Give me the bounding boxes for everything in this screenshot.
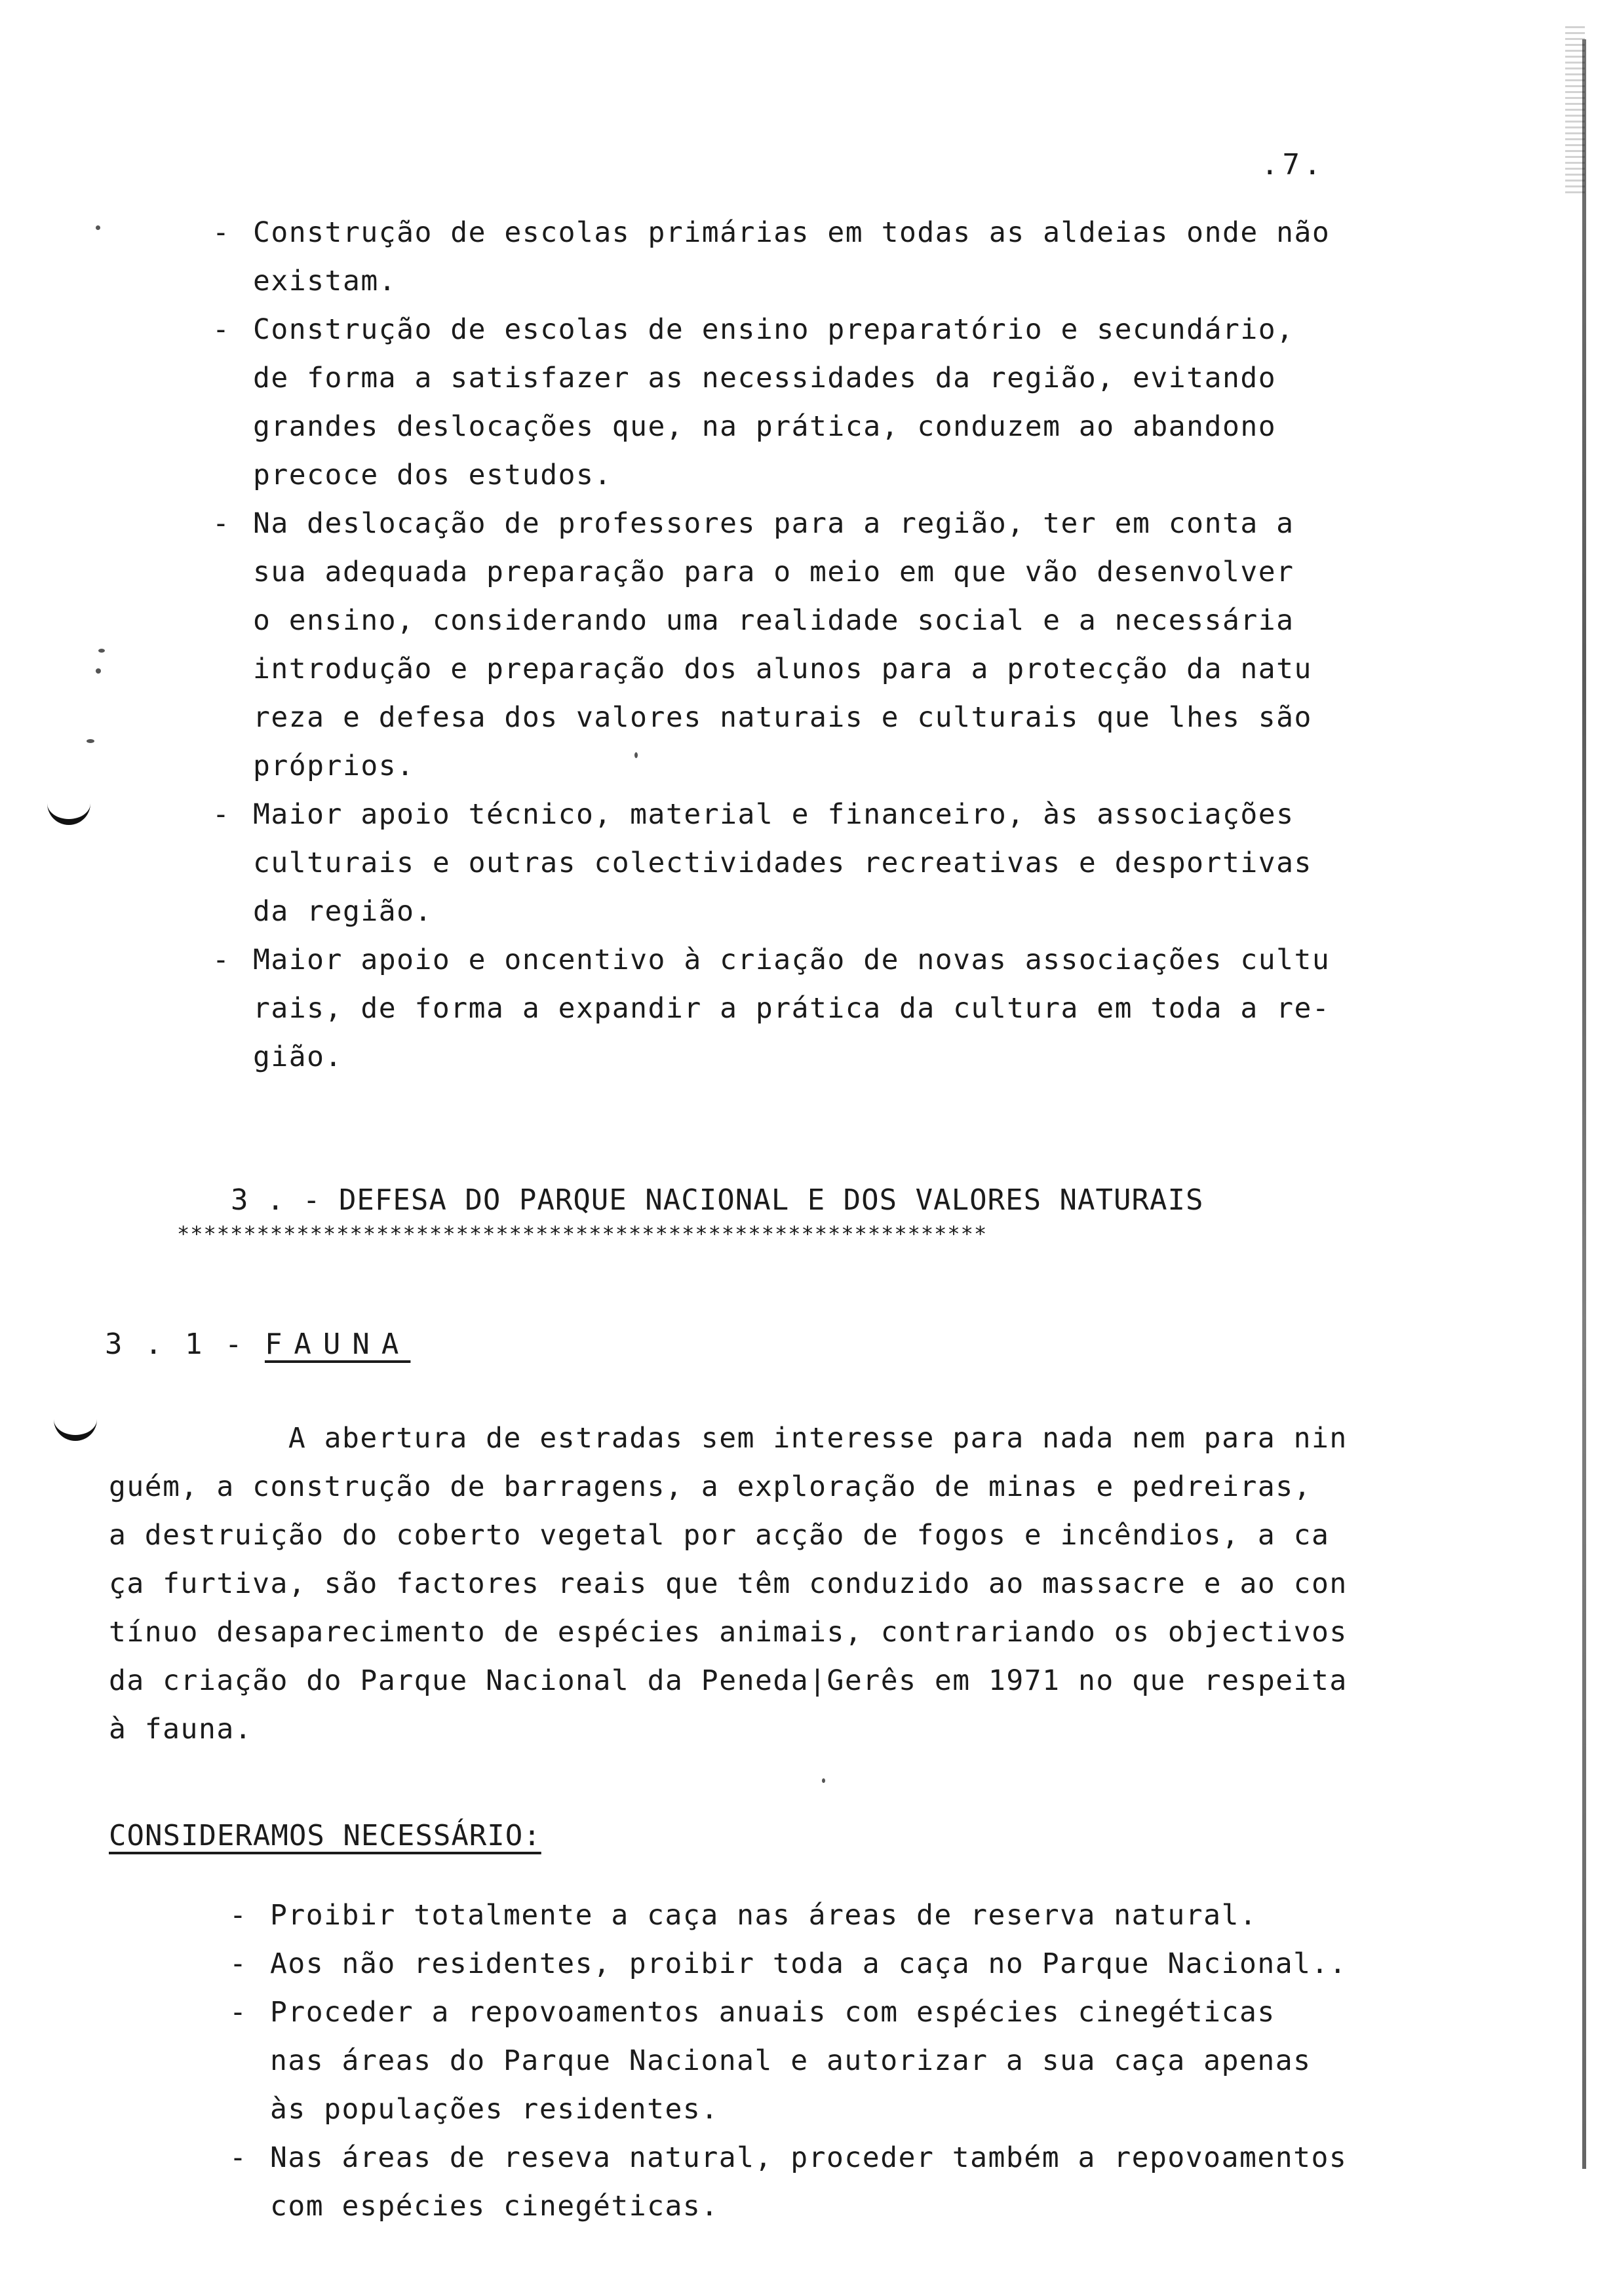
list-item-line: da região. [253, 895, 433, 928]
list-item-line: próprios. [253, 750, 415, 782]
list-item-line: gião. [253, 1041, 343, 1073]
margin-mark [47, 793, 90, 825]
dash-marker: - [229, 1947, 248, 1980]
paragraph-line: à fauna. [109, 1713, 253, 1746]
list-item [212, 305, 1458, 499]
list-item-line: com espécies cinegéticas. [270, 2190, 719, 2223]
list-item-line: Proibir totalmente a caça nas áreas de reserva natural. [270, 1899, 1258, 1932]
considered-heading: CONSIDERAMOS NECESSÁRIO: [109, 1819, 541, 1852]
dash-marker: - [212, 944, 231, 976]
scan-edge-noise [1565, 26, 1585, 197]
speck [634, 752, 638, 758]
list-item-line: Construção de escolas primárias em todas as aldeias onde não [253, 216, 1331, 249]
paragraph-line: tínuo desaparecimento de espécies animais, contrariando os objectivos [109, 1616, 1348, 1649]
list-item [212, 790, 1458, 936]
list-item [212, 936, 1458, 1081]
list-item-line: nas áreas do Parque Nacional e autorizar a sua caça apenas [270, 2044, 1312, 2077]
dash-marker: - [212, 507, 231, 540]
paragraph-line: da criação do Parque Nacional da Peneda|Gerês em 1971 no que respeita [109, 1664, 1348, 1697]
list-item [212, 208, 1458, 305]
list-item [229, 2133, 1475, 2230]
page-number: .7. [1261, 148, 1325, 182]
margin-mark [54, 1409, 97, 1441]
speck [96, 668, 101, 674]
list-item-line: culturais e outras colectividades recreativas e desportivas [253, 847, 1312, 879]
list-item-line: precoce dos estudos. [253, 459, 612, 491]
list-item-line: sua adequada preparação para o meio em que vão desenvolver [253, 556, 1294, 588]
list-item-line: existam. [253, 265, 397, 297]
list-item-line: o ensino, considerando uma realidade social e a necessária [253, 604, 1294, 637]
list-item-line: Na deslocação de professores para a região, ter em conta a [253, 507, 1294, 540]
speck [96, 225, 100, 230]
speck [98, 649, 105, 653]
dash-marker: - [229, 1996, 248, 2029]
list-item [229, 1940, 1475, 1988]
list-item-line: às populações residentes. [270, 2093, 719, 2126]
dash-marker: - [212, 798, 231, 831]
paragraph-line: guém, a construção de barragens, a exploração de minas e pedreiras, [109, 1470, 1312, 1503]
list-item [229, 1988, 1475, 2133]
dash-marker: - [212, 313, 231, 346]
paragraph-line: ça furtiva, são factores reais que têm conduzido ao massacre e ao con [109, 1567, 1348, 1600]
requirements-list-bottom [229, 1891, 1475, 2230]
list-item-line: Maior apoio e oncentivo à criação de novas associações cultu [253, 944, 1331, 976]
dash-marker: - [229, 1899, 248, 1932]
section-rule: ************************************************************* [177, 1221, 988, 1246]
subsection-title: FAUNA [264, 1328, 411, 1361]
speck [87, 739, 94, 743]
dash-marker: - [229, 2141, 248, 2174]
subsection-number: 3 . 1 - [105, 1328, 245, 1361]
speck [822, 1778, 825, 1783]
list-item [212, 499, 1458, 790]
list-item-line: Proceder a repovoamentos anuais com espécies cinegéticas [270, 1996, 1275, 2029]
section-title: 3 . - DEFESA DO PARQUE NACIONAL E DOS VALORES NATURAIS [231, 1183, 1204, 1217]
list-item-line: Aos não residentes, proibir toda a caça no Parque Nacional.. [270, 1947, 1348, 1980]
list-item-line: Construção de escolas de ensino preparatório e secundário, [253, 313, 1294, 346]
list-item-line: Maior apoio técnico, material e financeiro, às associações [253, 798, 1294, 831]
list-item-line: rais, de forma a expandir a prática da cultura em toda a re- [253, 992, 1331, 1025]
list-item-line: reza e defesa dos valores naturais e culturais que lhes são [253, 701, 1312, 734]
paragraph-line: A abertura de estradas sem interesse para nada nem para nin [109, 1422, 1348, 1455]
subsection-heading [105, 1328, 410, 1361]
paragraph-line: a destruição do coberto vegetal por acção de fogos e incêndios, a ca [109, 1519, 1330, 1552]
fauna-paragraph [109, 1414, 1485, 1753]
list-item-line: Nas áreas de reseva natural, proceder também a repovoamentos [270, 2141, 1348, 2174]
dash-marker: - [212, 216, 231, 249]
requirements-list-top [212, 208, 1458, 1081]
list-item [229, 1891, 1475, 1940]
scan-edge [1582, 39, 1586, 2169]
list-item-line: grandes deslocações que, na prática, conduzem ao abandono [253, 410, 1277, 443]
list-item-line: introdução e preparação dos alunos para a protecção da natu [253, 653, 1312, 685]
list-item-line: de forma a satisfazer as necessidades da região, evitando [253, 362, 1277, 394]
